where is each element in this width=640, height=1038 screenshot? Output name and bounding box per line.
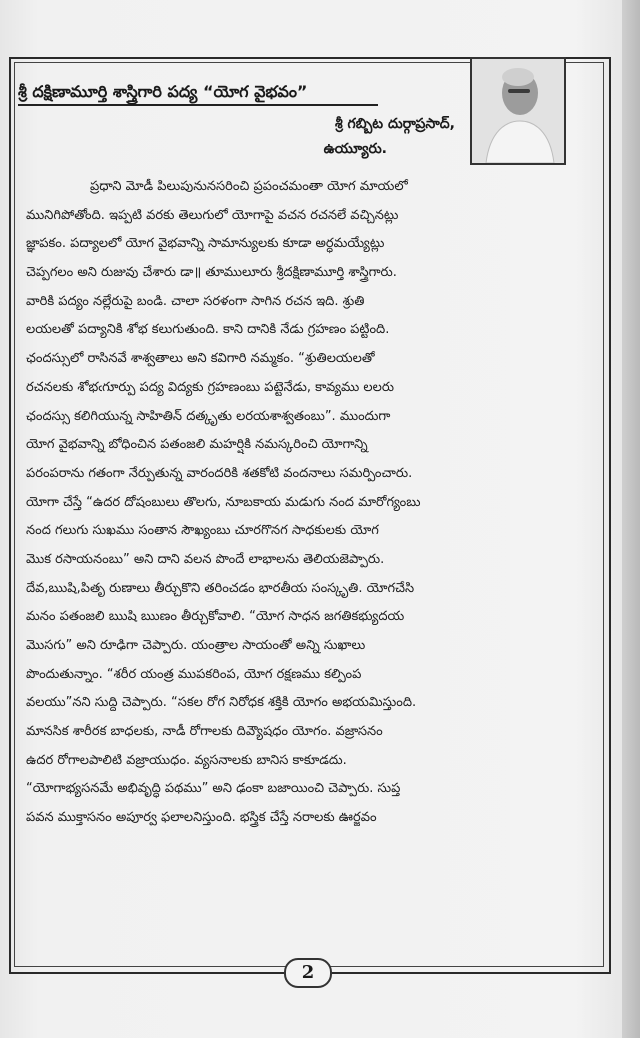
body-line: ఉదర రోగాలపాలిటి వజ్రాయుధం. వ్యసనాలకు బానిస కాకూడదు. [26,752,347,768]
body-line: రచనలకు శోభఁగూర్పు పద్య విద్యకు గ్రహణంబు పట్టెనేడు, కావ్యము లలరు [26,379,395,395]
body-line: పరంపరాను గతంగా నేర్పుతున్న వారందరికి శతకోటి వందనాలు సమర్పించారు. [26,465,413,481]
body-line: ఛందస్సులో రాసినవే శాశ్వతాలు అని కవిగారి నమ్మకం. “శ్రుతిలయలతో [26,351,375,367]
body-line: నంద గలుగు సుఖము సంతాన సౌఖ్యంబు చూరగొనగ సాధకులకు యోగ [26,523,379,539]
body-line: మానసిక శారీరక బాధలకు, నాడీ రోగాలకు దివ్యౌషధం యోగం. వజ్రాసనం [26,724,383,740]
body-line: ఛందస్సు కలిగియున్న సాహితిన్ దత్కృతు లరయశాశ్వతంబు”. ముందుగా [26,408,391,424]
body-line: పొందుతున్నాం. “శరీర యంత్ర ముపకరింప, యోగ రక్షణము కల్పింప [26,666,362,682]
body-line: వారికి పద్యం నల్లేరుపై బండి. చాలా సరళంగా సాగిన రచన ఇది. శ్రుతి [26,293,365,309]
author-photo [470,57,566,165]
body-line: “యోగాభ్యసనమే అభివృద్ధి పథము” అని ఢంకా బజాయించి చెప్పారు. సుప్త [26,781,401,797]
portrait-image [472,59,564,163]
body-line: వలయు”నని సుద్ది చెప్పారు. “సకల రోగ నిరోధక శక్తికి యోగం అభయమిస్తుంది. [26,695,417,711]
body-line: ప్రధాని మోడీ పిలుపునునసరించి ప్రపంచమంతా యోగ మాయలో [90,179,408,194]
body-line: దేవ,ఋషి,పితృ రుణాలు తీర్చుకొని తరించడం భారతీయ సంస్కృతి. యోగచేసి [26,580,415,596]
body-line: జ్ఞాపకం. పద్యాలలో యోగ వైభవాన్ని సామాన్యులకు కూడా అర్ధమయ్యేట్లు [26,236,385,252]
body-line: చెప్పగలం అని రుజువు చేశారు డా॥ తూములూరు శ్రీదక్షిణామూర్తి శాస్త్రిగారు. [26,265,397,281]
body-line: యోగ వైభవాన్ని బోధించిన పతంజలి మహర్షికి నమస్కరించి యోగాన్ని [26,437,368,453]
body-line: పవన ముక్తాసనం అపూర్వ ఫలాలనిస్తుంది. భస్త్రిక చేస్తే నరాలకు ఊర్జవం [26,810,377,826]
article-body [26,173,592,833]
page-number: 2 [284,958,332,988]
body-line: మునిగిపోతోంది. ఇప్పటి వరకు తెలుగులో యోగాపై వచన రచనలే వచ్చినట్లు [26,207,399,223]
author-place: ఉయ్యూరు. [323,141,387,157]
author-name: శ్రీ గబ్బిట దుర్గాప్రసాద్, [334,116,455,132]
article-title: శ్రీ దక్షిణామూర్తి శాస్త్రిగారి పద్య “యోగ వైభవం” [18,83,378,106]
page-edge [622,0,640,1038]
body-line: లయలతో పద్యానికి శోభ కలుగుతుంది. కాని దానికి నేడు గ్రహణం పట్టింది. [26,322,390,338]
page-footer [0,958,616,988]
body-line: మొక రసాయనంబు” అని దాని వలన పొందే లాభాలను తెలియజెప్పారు. [26,551,385,567]
body-line: మొసగు” అని రూఢిగా చెప్పారు. యంత్రాల సాయంతో అన్ని సుఖాలు [26,638,366,653]
body-line: మనం పతంజలి ఋషి ఋణం తీర్చుకోవాలి. “యోగ సాధన జగతికభ్యుదయ [26,609,405,625]
body-line: యోగా చేస్తే “ఉదర దోషంబులు తొలగు, నూబకాయ మడుగు నంద మారోగ్యంబు [26,494,421,510]
